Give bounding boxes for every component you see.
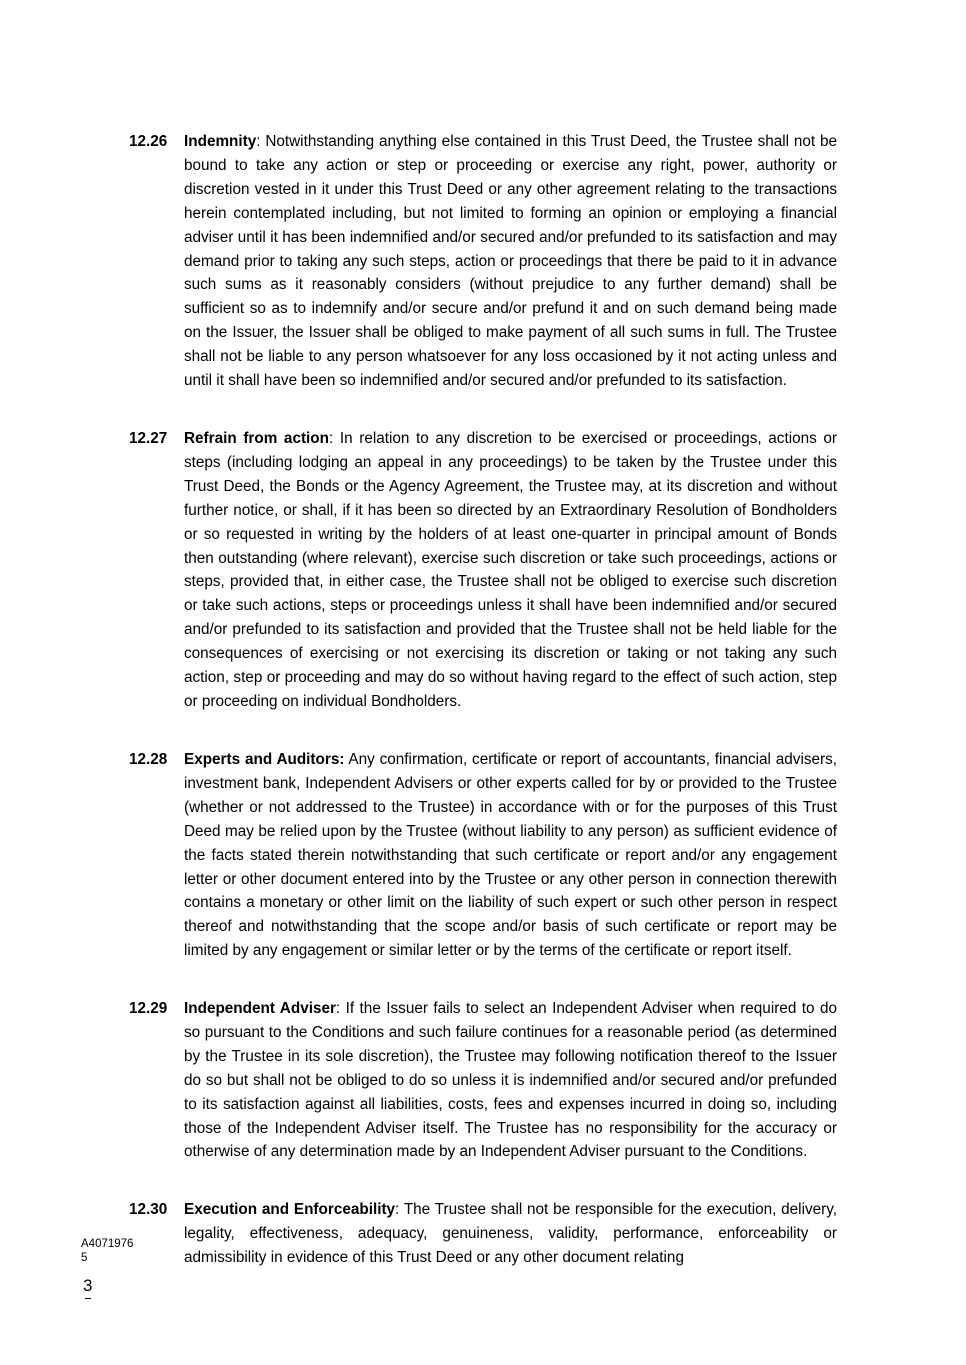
- clause-separator: :: [335, 1000, 341, 1017]
- clause-number: 12.29: [129, 1000, 168, 1017]
- clause-body: [184, 427, 837, 714]
- clause-text: Notwithstanding anything else contained in this Trust Deed, the Trustee shall not be bound to take any action or step or proceeding or exercise any right, power, authority or discretion vested in it under this Trust Deed or any other agreement relating to the transactions herein contemplated including, but not limited to forming an opinion or employing a financial adviser until it has been indemnified and/or secured and/or prefunded to its satisfaction and may demand prior to taking any such steps, action or proceedings that there be paid to it in advance such sums as it reasonably considers (without prejudice to any further demand) shall be sufficient so as to indemnify and/or secure and/or prefund it and on such demand being made on the Issuer, the Issuer shall be obliged to make payment of all such sums in full. The Trustee shall not be liable to any person whatsoever for any loss occasioned by it not acting unless and until it shall have been so indemnified and/or secured and/or prefunded to its satisfaction.: [184, 133, 837, 390]
- clause-12-26: [129, 130, 837, 393]
- clause-heading: Refrain from action: [184, 430, 329, 447]
- clause-text: The Trustee shall not be responsible for the execution, delivery, legality, effectiveness, adequacy, genuineness, validity, performance, enforceability or admissibility in evidence of this Trust Deed or any other document relating: [184, 1201, 837, 1266]
- clause-heading: Experts and Auditors:: [184, 751, 345, 768]
- clause-12-29: [129, 997, 837, 1164]
- clause-number: 12.27: [129, 430, 168, 447]
- clause-separator: :: [256, 133, 261, 150]
- clause-heading: Execution and Enforceability: [184, 1201, 396, 1218]
- clause-number: 12.30: [129, 1201, 168, 1218]
- clause-text: In relation to any discretion to be exercised or proceedings, actions or steps (including lodging an appeal in any proceedings) to be taken by the Trustee under this Trust Deed, the Bonds or the Agency Agreement, the Trustee may, at its discretion and without further notice, or shall, if it has been so directed by an Extraordinary Resolution of Bondholders or so requested in writing by the holders of at least one-quarter in principal amount of Bonds then outstanding (where relevant), exercise such discretion or take such proceedings, actions or steps, provided that, in either case, the Trustee shall not be obliged to exercise such discretion or take such actions, steps or proceedings unless it shall have been indemnified and/or secured and/or prefunded to its satisfaction and provided that the Trustee shall not be held liable for the consequences of exercising or not exercising its discretion or taking or not taking any such action, step or proceeding and may do so without having regard to the effect of such action, step or proceeding on individual Bondholders.: [184, 430, 837, 710]
- document-reference: A4071976 5: [81, 1238, 134, 1264]
- clause-12-27: [129, 427, 837, 714]
- clause-12-28: [129, 748, 837, 963]
- clause-number: 12.28: [129, 751, 168, 768]
- clause-body: [184, 997, 837, 1164]
- clause-separator: :: [395, 1201, 400, 1218]
- page-number-underline: [85, 1298, 91, 1299]
- clause-body: [184, 130, 837, 393]
- clause-text: If the Issuer fails to select an Independent Adviser when required to do so pursuant to the Conditions and such failure continues for a reasonable period (as determined by the Trustee in its sole discretion), the Trustee may following notification thereof to the Issuer do so but shall not be obliged to do so unless it is indemnified and/or secured and/or prefunded to its satisfaction against all liabilities, costs, fees and expenses incurred in doing so, including those of the Independent Adviser itself. The Trustee has no responsibility for the accuracy or otherwise of any determination made by an Independent Adviser pursuant to the Conditions.: [184, 1000, 837, 1161]
- clause-heading: Indemnity: [184, 133, 257, 150]
- clause-body: [184, 748, 837, 963]
- clause-text: Any confirmation, certificate or report of accountants, financial advisers, investment bank, Independent Advisers or other experts called for by or provided to the Trustee (whether or not addressed to the Trustee) in accordance with or for the purposes of this Trust Deed may be relied upon by the Trustee (without liability to any person) as sufficient evidence of the facts stated therein notwithstanding that such certificate or report and/or any engagement letter or other document entered into by the Trustee or any other person in connection therewith contains a monetary or other limit on the liability of such expert or such other person in respect thereof and notwithstanding that the scope and/or basis of such certificate or report may be limited by any engagement or similar letter or by the terms of the certificate or report itself.: [184, 751, 837, 960]
- clause-body: [184, 1198, 837, 1270]
- clause-heading: Independent Adviser: [184, 1000, 336, 1017]
- clause-12-30: [129, 1198, 837, 1270]
- page-number: 3: [83, 1276, 93, 1295]
- clause-number: 12.26: [129, 133, 168, 150]
- clause-separator: :: [328, 430, 334, 447]
